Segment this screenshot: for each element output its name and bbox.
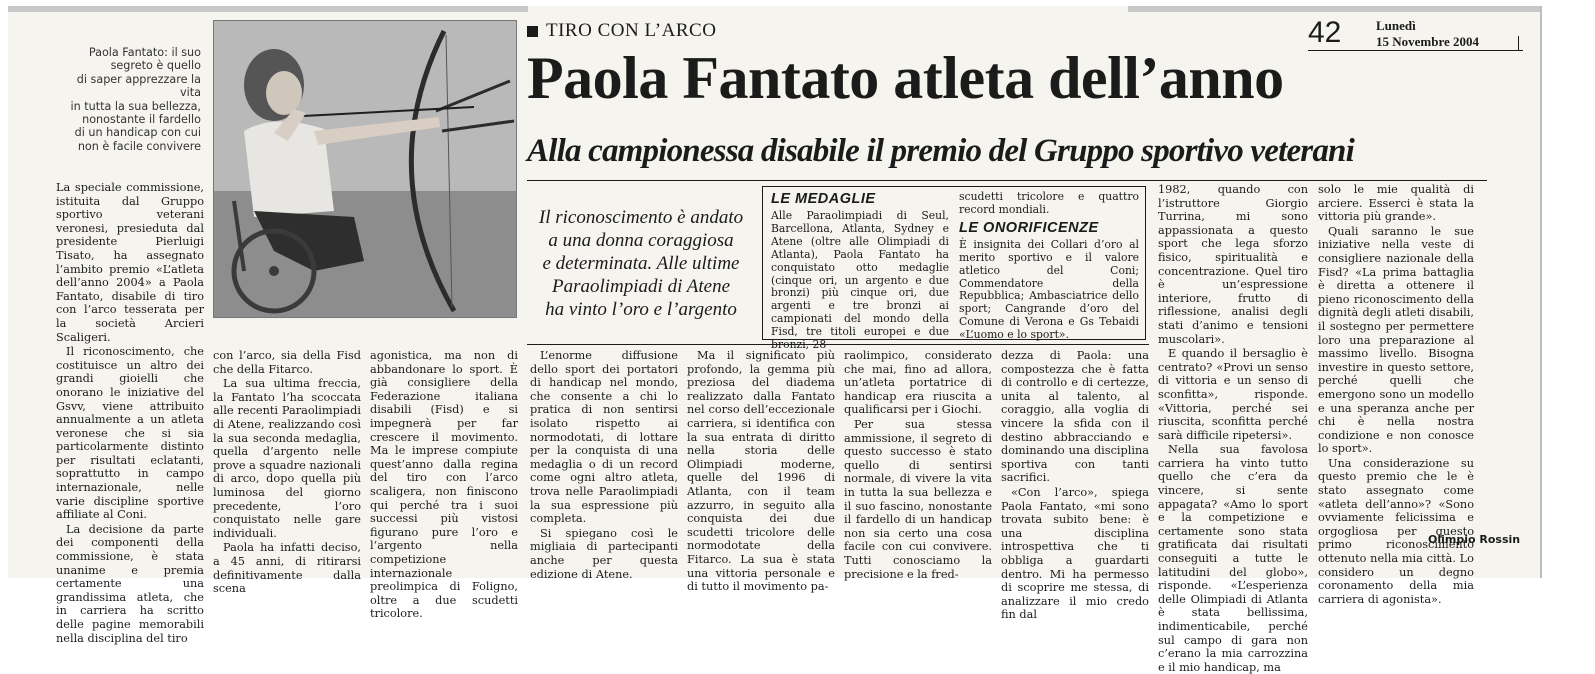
page-number: 42 [1308,16,1342,49]
article-column-2 [213,349,361,596]
archer-photo [213,20,517,318]
paragraph: Il riconoscimento, che costituisce un altro dei grandi gioielli che onorano le iniziative del Gsvv, viene attribuito annualmente a un atleta veronese che si sia particolarmente distinto per risultati eclatanti, soprattutto in campo internazionale, nelle varie discipline sportive affiliate al Coni. [56,345,204,522]
pull-quote [530,206,752,321]
pull-quote-line: e determinata. Alle ultime [542,253,740,274]
full-date: 15 Novembre 2004 [1376,34,1480,49]
medals-text: Alle Paraolimpiadi di Seul, Barcellona, Atlanta, Sydney e Atene (oltre alle Olimpiadi di Atlanta), Paola Fantato ha conquistato otto medaglie (cinque ori, un argento e due bronzi) più cinque ori, due argenti e tre bronzi ai campionati del mondo della Fisd, tre titoli europei e due bronzi, 28 [771,209,949,352]
paragraph: 1982, quando con l’istruttore Giorgio Turrina, mi sono appassionata a questo sport che lega sforzo fisico, spiritualità e concentrazione. Quel tiro è un’espressione interiore, frutto di riflessione, analisi degli stati d’animo e tensioni muscolari». [1158,183,1308,346]
paragraph: Una considerazione su questo premio che le è stato assegnato come «atleta dell’anno»? «Sono ovviamente felicissima e orgogliosa per questo primo riconoscimento ottenuto nella mia città. Lo considero un degno coronamento della mia carriera di agonista». [1318,456,1474,606]
weekday: Lunedì [1376,18,1416,33]
scan-border [1128,6,1540,12]
paragraph: La speciale commissione, istituita dal Gruppo sportivo veterani veronesi, presieduta dal presidente Pierluigi Tisato, ha assegnato l’ambito premio «L’atleta dell’anno 2004» a Paola Fantato, disabile di tiro con l’arco tesserata per la società Arcieri Scaligeri. [56,181,204,344]
pull-quote-line: ha vinto l’oro e l’argento [545,299,737,320]
caption-line: segreto è quello [110,59,201,73]
section-kicker [527,20,716,42]
subheadline: Alla campionessa disabile il premio del Gruppo sportivo veterani [527,133,1354,169]
pull-quote-line: a una donna coraggiosa [548,230,734,251]
article-column-9 [1318,183,1474,606]
paragraph: Ma il significato più profondo, la gemma più preziosa del diadema realizzato dalla Fantato nel corso dell’eccezionale carriera, si identifica con la sua entrata di diritto nella storia delle Olimpiadi moderne, quelle del 1996 di Atlanta, con il team azzurro, in seguito alla conquista dei due scudetti tricolore delle normodotate della Fitarco. La sua è stata una vittoria personale e di tutto il movimento pa- [687,349,835,594]
paragraph: raolimpico, considerato che mai, fino ad allora, un’atleta portatrice di handicap era riuscita a qualificarsi per i Giochi. [844,349,992,417]
paragraph: L’enorme diffusione dello sport dei portatori di handicap nel mondo, che consente a chi lo pratica di non sentirsi isolato rispetto ai normodotati, di lottare per la conquista di una medaglia o di un record come ogni altro atleta, trova nelle Paraolimpiadi la sua espressione più completa. [530,349,678,526]
medals-title: LE MEDAGLIE [771,191,876,207]
scan-border [8,6,528,12]
fact-box-honors [959,191,1139,342]
archer-illustration [214,21,516,317]
article-column-3 [370,349,518,621]
article-column-8 [1158,183,1308,674]
caption-line: in tutta la sua bellezza, [70,99,201,113]
fact-box-medals [771,191,949,352]
headline: Paola Fantato atleta dell’anno [527,45,1284,111]
header-rule-tick [1518,36,1519,51]
photo-caption [56,46,201,153]
pull-quote-line: Il riconoscimento è andato [538,207,744,228]
paragraph: agonistica, ma non di abbandonare lo sport. È già consigliere della Federazione italiana disabili (Fisd) e si impegnerà per far crescere il movimento. Ma le imprese compiute quest’anno dalla regina del tiro con l’arco scaligera, non finiscono qui perché tra i suoi successi più vistosi figurano pure l’oro e l’argento nella competizione internazionale preolimpica di Foligno, oltre a due scudetti tricolore. [370,349,518,621]
caption-line: Paola Fantato: il suo [88,46,201,59]
paragraph: «Con l’arco», spiega Paola Fantato, «mi sono trovata subito bene: è una disciplina introspettiva che ti obbliga a guardarti dentro. Mi ha permesso di scoprire me stessa, di analizzare il mio credo fin dal [1001,485,1149,622]
paragraph: Per sua stessa ammissione, il segreto di questo successo è stato quello di sentirsi normale, di vivere la vita in tutta la sua bellezza e il suo fascino, nonostante il fardello di un handicap non sia certo una cosa facile con cui convivere. Tutti conosciamo la precisione e la fred- [844,417,992,581]
paragraph: La sua ultima freccia, la Fantato l’ha scoccata alle recenti Paraolimpiadi di Atene, realizzando così la sua seconda medaglia, quella d’argento nelle prove a squadre nazionali di arco, dopo quella più luminosa del giorno precedente, l’oro conquistato nelle gare individuali. [213,377,361,540]
paragraph: Paola ha infatti deciso, a 45 anni, di ritirarsi definitivamente dalla scena [213,541,361,596]
article-column-6 [844,349,992,581]
paragraph: Quali saranno le sue iniziative nella veste di consigliere nazionale della Fisd? «La prima battaglia è diretta a ottenere il pieno riconoscimento della dignità degli atleti disabili, il sostegno per permettere loro una preparazione al massimo livello. Bisogna investire in questo settore, perché quelli che emergono sono un modello e una speranza anche per chi è nella nostra condizione e non conosce lo sport». [1318,224,1474,456]
paragraph: con l’arco, sia della Fisd che della Fitarco. [213,349,361,376]
honors-text: È insignita dei Collari d’oro al merito sportivo e il valore atletico del Coni; Commendatore della Repubblica; Ambasciatrice dello sport; Cangrande d’oro del Comune di Verona e Gs Tebaidi «L’uomo e lo sport». [959,237,1139,342]
paragraph: solo le mie qualità di arciere. Esserci è stata la vittoria più grande». [1318,183,1474,224]
pull-quote-line: Paraolimpiadi di Atene [551,276,731,297]
paragraph: dezza di Paola: una compostezza che è fatta di controllo e di certezze, unita al talento, al coraggio, alla voglia di vincere la sfida con il destino abbracciando e dominando una disciplina sportiva con tanti sacrifici. [1001,349,1149,485]
paragraph: Si spiegano così le migliaia di partecipanti anche per questa edizione di Atene. [530,526,678,581]
honors-title: LE ONORIFICENZE [959,219,1099,236]
article-column-1 [56,181,204,645]
article-column-4 [530,349,678,581]
medals-text-continued: scudetti tricolore e quattro record mondiali. [959,190,1139,216]
byline: Olimpio Rossin [1428,533,1521,546]
paragraph: Nella sua favolosa carriera ha vinto tutto quello che c’era da vincere, si sente appagata? «Amo lo sport e la competizione e certamente sono stata gratificata dai risultati conseguiti a tutte le latitudini del globo», risponde. «L’esperienza delle Olimpiadi di Atlanta è stata bellissima, indimenticabile, perché sul campo di gara non c’erano la mia carrozzina e il mio handicap, ma [1158,443,1308,674]
fact-box [762,186,1146,352]
caption-line: non è facile convivere [77,139,201,153]
caption-line: di saper apprezzare la vita [76,72,201,100]
paragraph: La decisione da parte dei componenti della commissione, è stata unanime e premia certamente una grandissima atleta, che in carriera ha scritto delle pagine memorabili nella disciplina del tiro [56,522,204,645]
caption-line: di un handicap con cui [74,126,201,140]
caption-line: nonostante il fardello [82,113,201,127]
article-column-7 [1001,349,1149,622]
square-bullet-icon [527,26,538,37]
paragraph: E quando il bersaglio è centrato? «Provi un senso di vittoria e un senso di sconfitta», risponde. «Vittoria, perché sei riuscita, sconfitta perché sarà difficile ripetersi». [1158,347,1308,442]
article-column-5 [687,349,835,594]
newspaper-page [8,6,1542,674]
section-label: TIRO CON L’ARCO [546,20,717,41]
divider [527,180,1487,181]
